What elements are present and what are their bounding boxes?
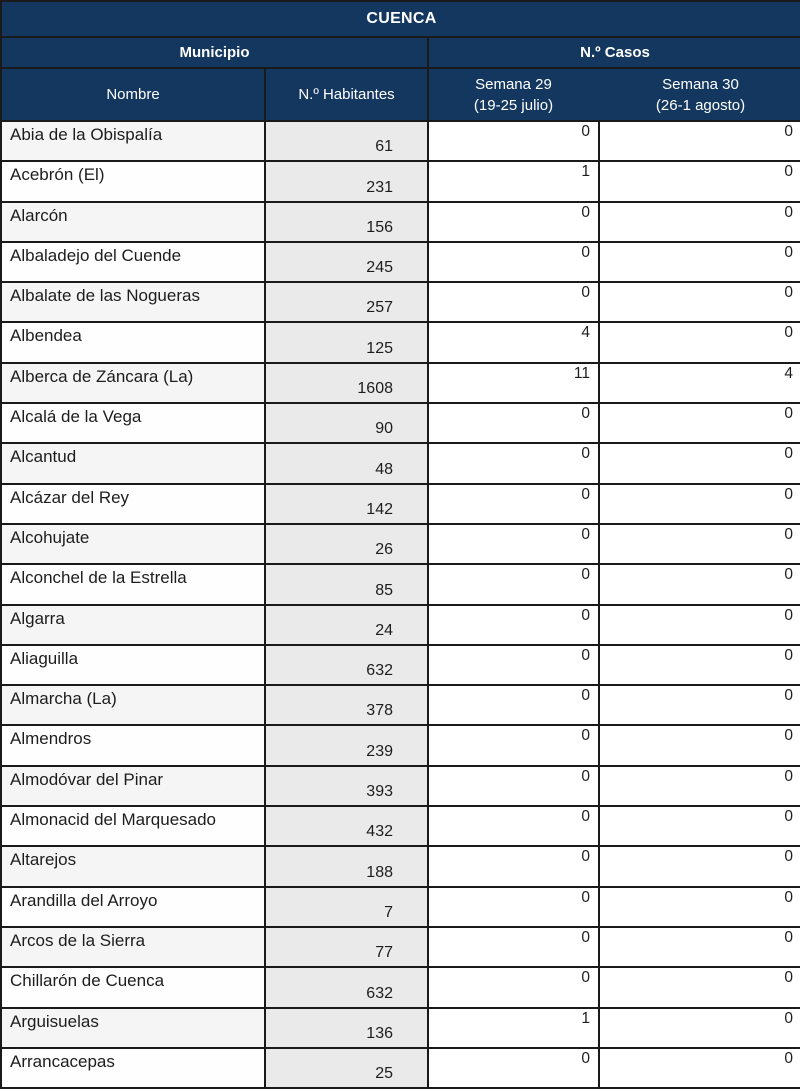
table-row (1, 202, 800, 242)
semana30-cases-cell: 0 (599, 887, 800, 927)
habitantes-cell: 632 (265, 645, 428, 685)
province-title: CUENCA (1, 1, 800, 37)
semana30-cases-cell: 0 (599, 322, 800, 362)
municipality-name-cell: Algarra (1, 605, 265, 645)
table-row (1, 766, 800, 806)
municipality-name-cell: Almodóvar del Pinar (1, 766, 265, 806)
semana29-dates: (19-25 julio) (473, 96, 554, 114)
semana29-cases-cell: 0 (428, 766, 599, 806)
semana29-cases-cell: 0 (428, 645, 599, 685)
semana29-cases-cell: 0 (428, 524, 599, 564)
habitantes-cell: 142 (265, 484, 428, 524)
habitantes-cell: 188 (265, 846, 428, 886)
table-row (1, 806, 800, 846)
municipality-name-cell: Arandilla del Arroyo (1, 887, 265, 927)
municipality-name-cell: Almarcha (La) (1, 685, 265, 725)
semana29-cases-cell: 0 (428, 202, 599, 242)
semana30-cases-cell: 0 (599, 121, 800, 161)
semana29-cases-cell: 11 (428, 363, 599, 403)
semana30-cases-cell: 4 (599, 363, 800, 403)
semana29-cases-cell: 0 (428, 1048, 599, 1088)
habitantes-cell: 26 (265, 524, 428, 564)
habitantes-cell: 24 (265, 605, 428, 645)
semana30-cases-cell: 0 (599, 645, 800, 685)
table-row (1, 725, 800, 765)
semana30-cases-cell: 0 (599, 846, 800, 886)
habitantes-cell: 125 (265, 322, 428, 362)
semana30-cases-cell: 0 (599, 1048, 800, 1088)
habitantes-cell: 239 (265, 725, 428, 765)
semana30-cases-cell: 0 (599, 564, 800, 604)
table-row (1, 484, 800, 524)
group-header-casos: N.º Casos (428, 37, 800, 68)
semana30-cases-cell: 0 (599, 282, 800, 322)
semana29-cases-cell: 0 (428, 403, 599, 443)
municipality-name-cell: Arrancacepas (1, 1048, 265, 1088)
table-row (1, 403, 800, 443)
municipality-name-cell: Arguisuelas (1, 1008, 265, 1048)
table-row (1, 363, 800, 403)
municipality-rows (1, 121, 800, 1088)
semana29-cases-cell: 0 (428, 121, 599, 161)
semana29-cases-cell: 0 (428, 484, 599, 524)
habitantes-cell: 136 (265, 1008, 428, 1048)
group-header-row (1, 37, 800, 68)
semana29-cases-cell: 0 (428, 564, 599, 604)
habitantes-cell: 7 (265, 887, 428, 927)
semana29-cases-cell: 1 (428, 161, 599, 201)
habitantes-cell: 632 (265, 967, 428, 1007)
habitantes-cell: 85 (265, 564, 428, 604)
semana30-cases-cell: 0 (599, 1008, 800, 1048)
table-row (1, 322, 800, 362)
municipality-name-cell: Arcos de la Sierra (1, 927, 265, 967)
municipality-name-cell: Altarejos (1, 846, 265, 886)
habitantes-cell: 393 (265, 766, 428, 806)
habitantes-cell: 61 (265, 121, 428, 161)
semana29-cases-cell: 0 (428, 967, 599, 1007)
table-row (1, 645, 800, 685)
habitantes-cell: 1608 (265, 363, 428, 403)
municipality-name-cell: Acebrón (El) (1, 161, 265, 201)
semana29-cases-cell: 0 (428, 887, 599, 927)
municipality-name-cell: Almonacid del Marquesado (1, 806, 265, 846)
semana29-cases-cell: 0 (428, 242, 599, 282)
table-row (1, 121, 800, 161)
municipality-name-cell: Albaladejo del Cuende (1, 242, 265, 282)
municipality-name-cell: Almendros (1, 725, 265, 765)
habitantes-cell: 257 (265, 282, 428, 322)
municipality-name-cell: Alconchel de la Estrella (1, 564, 265, 604)
habitantes-cell: 25 (265, 1048, 428, 1088)
semana30-cases-cell: 0 (599, 403, 800, 443)
habitantes-cell: 245 (265, 242, 428, 282)
table-row (1, 927, 800, 967)
semana29-label: Semana 29 (475, 75, 552, 93)
semana29-cases-cell: 0 (428, 443, 599, 483)
semana30-cases-cell: 0 (599, 202, 800, 242)
municipality-name-cell: Chillarón de Cuenca (1, 967, 265, 1007)
group-header-municipio: Municipio (1, 37, 428, 68)
semana29-cases-cell: 0 (428, 806, 599, 846)
semana29-cases-cell: 4 (428, 322, 599, 362)
column-header-semana29 (428, 68, 599, 121)
column-header-row (1, 68, 800, 121)
semana29-cases-cell: 0 (428, 846, 599, 886)
table-row (1, 605, 800, 645)
table-row (1, 685, 800, 725)
semana30-cases-cell: 0 (599, 766, 800, 806)
habitantes-cell: 48 (265, 443, 428, 483)
semana29-cases-cell: 0 (428, 282, 599, 322)
table-row (1, 1048, 800, 1088)
semana29-cases-cell: 0 (428, 605, 599, 645)
municipality-name-cell: Albalate de las Nogueras (1, 282, 265, 322)
municipality-name-cell: Alcantud (1, 443, 265, 483)
semana30-cases-cell: 0 (599, 806, 800, 846)
title-row (1, 1, 800, 37)
table-row (1, 887, 800, 927)
table-row (1, 846, 800, 886)
column-header-semana30 (599, 68, 800, 121)
semana29-cases-cell: 0 (428, 725, 599, 765)
municipality-name-cell: Alarcón (1, 202, 265, 242)
habitantes-cell: 378 (265, 685, 428, 725)
habitantes-cell: 77 (265, 927, 428, 967)
semana29-cases-cell: 0 (428, 927, 599, 967)
semana30-cases-cell: 0 (599, 443, 800, 483)
municipality-name-cell: Alcalá de la Vega (1, 403, 265, 443)
table-row (1, 524, 800, 564)
semana29-cases-cell: 1 (428, 1008, 599, 1048)
column-header-nombre: Nombre (1, 68, 265, 121)
semana30-dates: (26-1 agosto) (655, 96, 746, 114)
semana30-cases-cell: 0 (599, 967, 800, 1007)
municipality-name-cell: Alcázar del Rey (1, 484, 265, 524)
table-row (1, 242, 800, 282)
habitantes-cell: 432 (265, 806, 428, 846)
habitantes-cell: 156 (265, 202, 428, 242)
semana30-cases-cell: 0 (599, 161, 800, 201)
table-row (1, 161, 800, 201)
semana30-cases-cell: 0 (599, 242, 800, 282)
semana30-cases-cell: 0 (599, 685, 800, 725)
municipality-name-cell: Albendea (1, 322, 265, 362)
habitantes-cell: 231 (265, 161, 428, 201)
municipality-name-cell: Aliaguilla (1, 645, 265, 685)
table-row (1, 967, 800, 1007)
table-row (1, 1008, 800, 1048)
semana30-label: Semana 30 (662, 75, 739, 93)
semana30-cases-cell: 0 (599, 484, 800, 524)
table-header (1, 1, 800, 121)
municipality-name-cell: Abia de la Obispalía (1, 121, 265, 161)
table-row (1, 564, 800, 604)
municipality-name-cell: Alcohujate (1, 524, 265, 564)
habitantes-cell: 90 (265, 403, 428, 443)
column-header-habitantes: N.º Habitantes (265, 68, 428, 121)
semana30-cases-cell: 0 (599, 524, 800, 564)
semana30-cases-cell: 0 (599, 725, 800, 765)
municipality-name-cell: Alberca de Záncara (La) (1, 363, 265, 403)
table-row (1, 443, 800, 483)
semana30-cases-cell: 0 (599, 605, 800, 645)
semana30-cases-cell: 0 (599, 927, 800, 967)
table-row (1, 282, 800, 322)
semana29-cases-cell: 0 (428, 685, 599, 725)
